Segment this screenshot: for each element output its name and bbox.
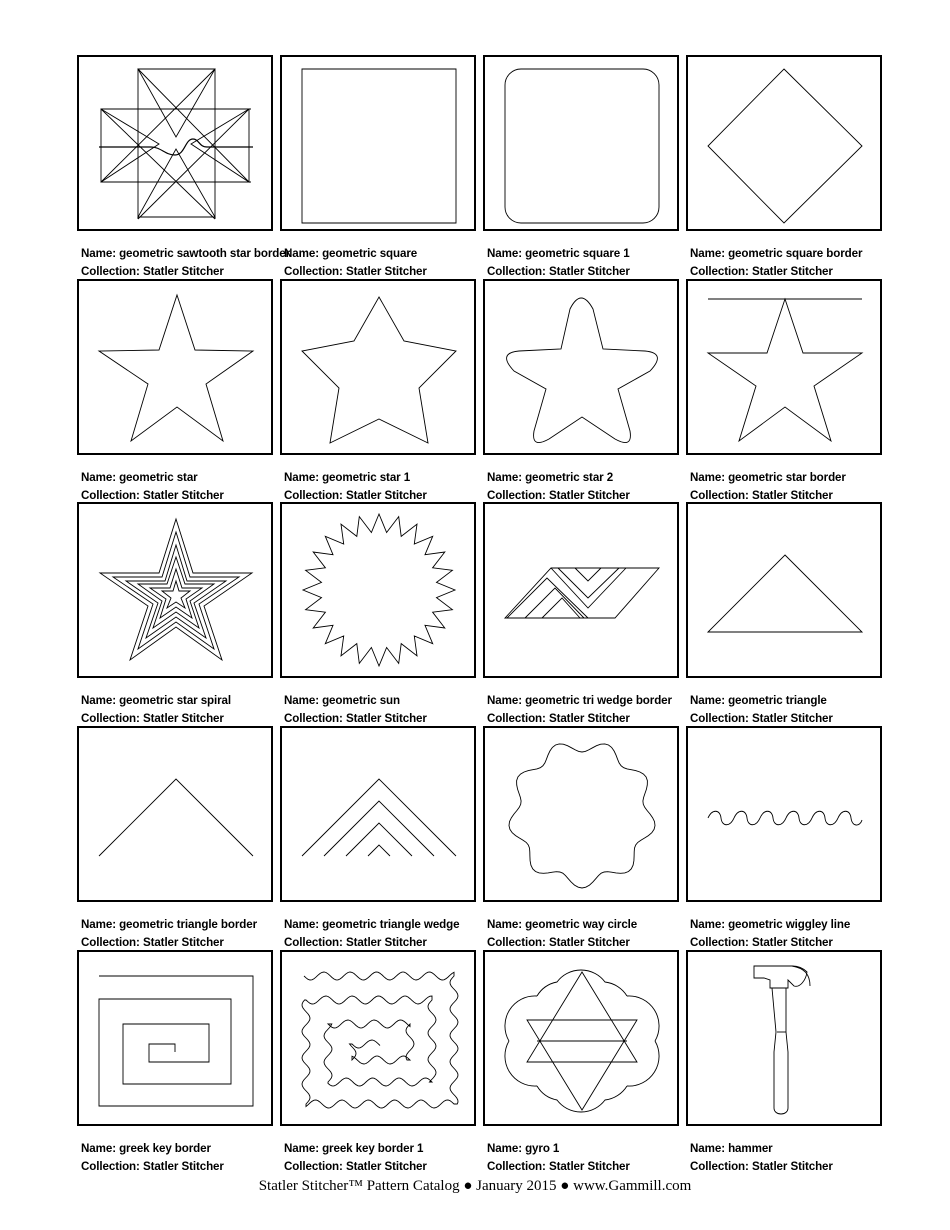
pattern-card: Name: gyro 1 Collection: Statler Stitcher [483, 950, 679, 1174]
pattern-card: Name: geometric star spiral Collection: Statler Stitcher [77, 502, 273, 726]
sawtooth-star-border-icon [79, 57, 271, 229]
pattern-name: geometric tri wedge border [525, 694, 672, 707]
pattern-name: geometric triangle [728, 694, 827, 707]
pattern-collection: Statler Stitcher [142, 936, 224, 949]
pattern-collection: Statler Stitcher [345, 936, 427, 949]
hammer-icon [688, 952, 880, 1124]
collection-label: Collection [487, 936, 543, 949]
pattern-preview [483, 55, 679, 231]
pattern-card: Name: geometric triangle Collection: Statler Stitcher [686, 502, 882, 726]
pattern-name: geometric star [119, 471, 198, 484]
pattern-card: Name: geometric wiggley line Collection: Statler Stitcher [686, 726, 882, 950]
pattern-card: Name: geometric star Collection: Statler Stitcher [77, 279, 273, 503]
pattern-name: greek key border 1 [322, 1142, 424, 1155]
collection-label: Collection [690, 489, 746, 502]
pattern-collection: Statler Stitcher [548, 936, 630, 949]
pattern-card: Name: geometric square 1 Collection: Statler Stitcher [483, 55, 679, 279]
pattern-collection: Statler Stitcher [751, 265, 833, 278]
pattern-name: geometric sawtooth star border [119, 247, 291, 260]
pattern-collection: Statler Stitcher [345, 1160, 427, 1173]
pattern-collection: Statler Stitcher [548, 712, 630, 725]
collection-label: Collection [487, 265, 543, 278]
pattern-preview [77, 55, 273, 231]
collection-label: Collection [81, 712, 137, 725]
pattern-collection: Statler Stitcher [548, 1160, 630, 1173]
name-label: Name [487, 1142, 519, 1155]
pattern-name: geometric square border [728, 247, 863, 260]
sun-icon [282, 504, 474, 676]
wiggly-line-icon [688, 728, 880, 900]
square-icon [282, 57, 474, 229]
collection-label: Collection [284, 489, 340, 502]
name-label: Name [284, 1142, 316, 1155]
pattern-card: Name: greek key border Collection: Statler Stitcher [77, 950, 273, 1174]
collection-label: Collection [487, 489, 543, 502]
greek-key-icon [79, 952, 271, 1124]
pattern-name: geometric wiggley line [728, 918, 851, 931]
pattern-preview [686, 502, 882, 678]
pattern-card: Name: geometric star 1 Collection: Statler Stitcher [280, 279, 476, 503]
pattern-name: geometric star spiral [119, 694, 232, 707]
name-label: Name [81, 918, 113, 931]
pattern-card: Name: geometric sun Collection: Statler Stitcher [280, 502, 476, 726]
pattern-collection: Statler Stitcher [142, 1160, 224, 1173]
pattern-collection: Statler Stitcher [345, 712, 427, 725]
pattern-preview [686, 950, 882, 1126]
rounded-star-icon [485, 281, 677, 453]
pattern-preview [686, 279, 882, 455]
diamond-icon [688, 57, 880, 229]
name-label: Name [487, 694, 519, 707]
pattern-name: hammer [728, 1142, 773, 1155]
pattern-card: Name: geometric star 2 Collection: Statler Stitcher [483, 279, 679, 503]
pattern-collection: Statler Stitcher [142, 712, 224, 725]
pattern-collection: Statler Stitcher [345, 265, 427, 278]
star-spiral-icon [79, 504, 271, 676]
wavy-circle-icon [485, 728, 677, 900]
pattern-collection: Statler Stitcher [345, 489, 427, 502]
fat-star-icon [282, 281, 474, 453]
pattern-preview [77, 950, 273, 1126]
pattern-preview [280, 726, 476, 902]
wavy-greek-key-icon [282, 952, 474, 1124]
pattern-card: Name: geometric square border Collection: Statler Stitcher [686, 55, 882, 279]
pattern-name: geometric star border [728, 471, 846, 484]
pattern-preview [483, 726, 679, 902]
collection-label: Collection [81, 1160, 137, 1173]
pattern-collection: Statler Stitcher [142, 265, 224, 278]
rounded-square-icon [485, 57, 677, 229]
collection-label: Collection [690, 1160, 746, 1173]
collection-label: Collection [284, 936, 340, 949]
catalog-footer: Statler Stitcher™ Pattern Catalog ● January 2015 ● www.Gammill.com [258, 1178, 692, 1194]
name-label: Name [690, 247, 722, 260]
collection-label: Collection [81, 265, 137, 278]
pattern-collection: Statler Stitcher [751, 489, 833, 502]
name-label: Name [690, 918, 722, 931]
pattern-card: Name: hammer Collection: Statler Stitcher [686, 950, 882, 1174]
pattern-card: Name: greek key border 1 Collection: Statler Stitcher [280, 950, 476, 1174]
pattern-preview [483, 279, 679, 455]
pattern-preview [686, 726, 882, 902]
collection-label: Collection [284, 1160, 340, 1173]
pattern-preview [280, 502, 476, 678]
name-label: Name [690, 694, 722, 707]
name-label: Name [81, 247, 113, 260]
name-label: Name [690, 471, 722, 484]
triangle-icon [688, 504, 880, 676]
name-label: Name [284, 918, 316, 931]
pattern-collection: Statler Stitcher [751, 936, 833, 949]
pattern-preview [77, 279, 273, 455]
tri-wedge-border-icon [485, 504, 677, 676]
name-label: Name [487, 918, 519, 931]
name-label: Name [81, 1142, 113, 1155]
collection-label: Collection [690, 936, 746, 949]
pattern-preview [280, 950, 476, 1126]
collection-label: Collection [487, 1160, 543, 1173]
name-label: Name [284, 471, 316, 484]
pattern-name: geometric sun [322, 694, 401, 707]
pattern-collection: Statler Stitcher [751, 712, 833, 725]
star-border-icon [688, 281, 880, 453]
pattern-name: geometric triangle wedge [322, 918, 460, 931]
pattern-card: Name: geometric square Collection: Statler Stitcher [280, 55, 476, 279]
pattern-name: geometric square 1 [525, 247, 630, 260]
gyro-icon [485, 952, 677, 1124]
name-label: Name [284, 247, 316, 260]
pattern-collection: Statler Stitcher [548, 265, 630, 278]
pattern-preview [483, 950, 679, 1126]
pattern-preview [280, 55, 476, 231]
collection-label: Collection [81, 489, 137, 502]
collection-label: Collection [284, 265, 340, 278]
pattern-preview [483, 502, 679, 678]
pattern-name: geometric square [322, 247, 418, 260]
pattern-collection: Statler Stitcher [548, 489, 630, 502]
name-label: Name [487, 471, 519, 484]
collection-label: Collection [690, 712, 746, 725]
pattern-name: gyro 1 [525, 1142, 560, 1155]
pattern-card: Name: geometric sawtooth star border Collection: Statler Stitcher [77, 55, 273, 279]
pattern-name: geometric star 2 [525, 471, 614, 484]
triangle-wedge-icon [282, 728, 474, 900]
name-label: Name [690, 1142, 722, 1155]
pattern-card: Name: geometric star border Collection: Statler Stitcher [686, 279, 882, 503]
name-label: Name [81, 694, 113, 707]
pattern-preview [77, 502, 273, 678]
pattern-name: geometric star 1 [322, 471, 411, 484]
star-icon [79, 281, 271, 453]
pattern-collection: Statler Stitcher [142, 489, 224, 502]
pattern-name: greek key border [119, 1142, 211, 1155]
pattern-card: Name: geometric tri wedge border Collection: Statler Stitcher [483, 502, 679, 726]
pattern-preview [686, 55, 882, 231]
collection-label: Collection [284, 712, 340, 725]
pattern-preview [77, 726, 273, 902]
pattern-preview [280, 279, 476, 455]
collection-label: Collection [690, 265, 746, 278]
name-label: Name [284, 694, 316, 707]
pattern-collection: Statler Stitcher [751, 1160, 833, 1173]
pattern-name: geometric way circle [525, 918, 638, 931]
pattern-card: Name: geometric way circle Collection: Statler Stitcher [483, 726, 679, 950]
name-label: Name [487, 247, 519, 260]
pattern-card: Name: geometric triangle wedge Collection: Statler Stitcher [280, 726, 476, 950]
collection-label: Collection [81, 936, 137, 949]
pattern-card: Name: geometric triangle border Collection: Statler Stitcher [77, 726, 273, 950]
name-label: Name [81, 471, 113, 484]
pattern-name: geometric triangle border [119, 918, 258, 931]
collection-label: Collection [487, 712, 543, 725]
triangle-border-icon [79, 728, 271, 900]
